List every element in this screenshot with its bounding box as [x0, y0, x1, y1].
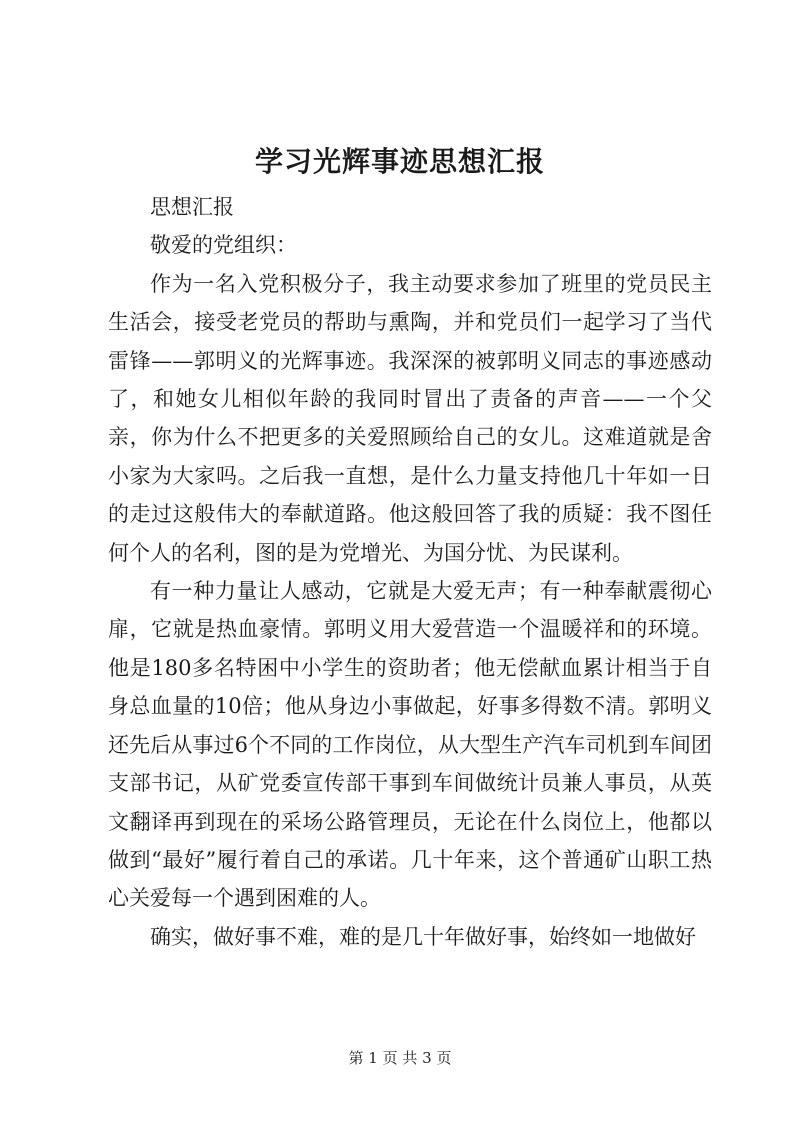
document-title: 学习光辉事迹思想汇报	[254, 145, 545, 178]
paragraph: 有一种力量让人感动，它就是大爱无声；有一种奉献震彻心扉，它就是热血豪情。郭明义用大爱营造一个温暖祥和的环境。他是180多名特困中小学生的资助者；他无偿献血累计相当于自身总血量的10倍；他从身边小事做起，好事多得数不清。郭明义还先后从事过6个不同的工作岗位，从大型生产汽车司机到车间团支部书记，从矿党委宣传部干事到车间做统计员兼人事员，从英文翻译再到现在的采场公路管理员，无论在什么岗位上，他都以做到“最好”履行着自己的承诺。几十年来，这个普通矿山职工热心关爱每一个遇到困难的人。	[108, 579, 712, 911]
paragraph-heading: 思想汇报	[150, 195, 234, 219]
paragraph: 确实，做好事不难，难的是几十年做好事，始终如一地做好	[150, 924, 696, 949]
paragraph: 作为一名入党积极分子，我主动要求参加了班里的党员民主生活会，接受老党员的帮助与熏陶，并和党员们一起学习了当代雷锋——郭明义的光辉事迹。我深深的被郭明义同志的事迹感动了，和她女儿相似年龄的我同时冒出了责备的声音——一个父亲，你为什么不把更多的关爱照顾给自己的女儿。这难道就是舍小家为大家吗。之后我一直想，是什么力量支持他几十年如一日的走过这般伟大的奉献道路。他这般回答了我的质疑：我不图任何个人的名利，图的是为党增光、为国分忧、为民谋利。	[108, 271, 712, 565]
paragraph-salutation: 敬爱的党组织：	[150, 233, 297, 258]
document-body	[108, 188, 712, 956]
page-number-footer: 第 1 页 共 3 页	[348, 1049, 452, 1067]
